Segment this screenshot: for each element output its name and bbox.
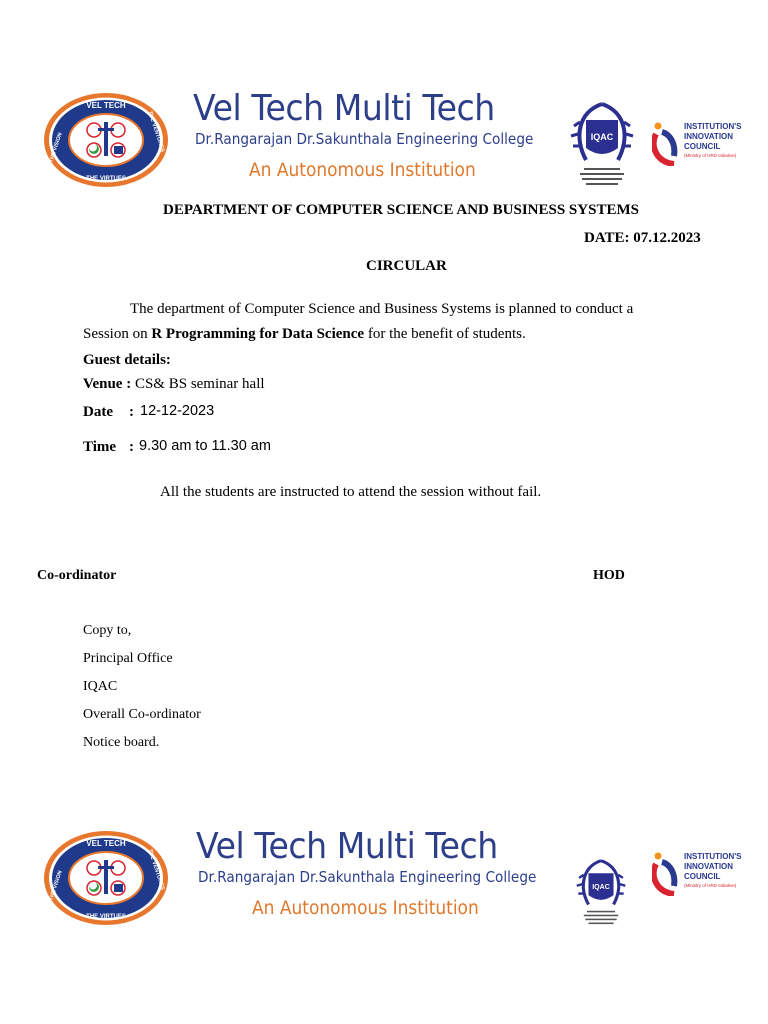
iic-mark-icon <box>652 122 682 166</box>
seal-left-text: THE VISION <box>48 131 64 164</box>
iqac-logo <box>568 856 634 928</box>
seal-top-text: VEL TECH <box>86 101 126 110</box>
coordinator-signature: Co-ordinator <box>37 568 117 583</box>
iic-logo <box>652 122 742 171</box>
instruction-text: All the students are instructed to attend the session without fail. <box>160 484 542 500</box>
time-colon: : <box>129 439 134 455</box>
circular-date: DATE: 07.12.2023 <box>584 230 701 246</box>
seal-bottom-text: THE VIRTUES <box>86 914 126 920</box>
guest-details-label: Guest details: <box>83 352 171 368</box>
seal-right-text: THE VENTURES <box>146 110 166 153</box>
copy-to-line: IQAC <box>83 679 118 694</box>
iqac-text: IQAC <box>590 132 614 142</box>
copy-to-line: Copy to, <box>83 623 132 638</box>
iic-title: INSTITUTION'S INNOVATION COUNCIL <box>684 122 742 151</box>
date-value: 12-12-2023 <box>140 403 215 419</box>
iqac-logo <box>566 98 638 190</box>
hod-signature: HOD <box>593 568 625 583</box>
venue-row <box>83 376 265 393</box>
date-colon: : <box>129 404 134 420</box>
iic-subtitle: (Ministry of HRD Initiative) <box>684 153 737 158</box>
seal-right-text: THE VENTURES <box>146 848 166 891</box>
date-label: Date <box>83 404 113 420</box>
paragraph-line-2: Session on R Programming for Data Science for the benefit of students. <box>83 326 526 342</box>
venue-value: CS& BS seminar hall <box>131 376 265 392</box>
venue-label: Venue : <box>83 376 132 392</box>
letterhead-bottom <box>0 826 768 940</box>
department-heading: DEPARTMENT OF COMPUTER SCIENCE AND BUSINESS SYSTEMS <box>163 202 639 218</box>
iic-title: INSTITUTION'S INNOVATION COUNCIL <box>684 852 742 881</box>
copy-to-line: Overall Co-ordinator <box>83 707 201 722</box>
circular-heading: CIRCULAR <box>366 258 447 274</box>
seal-top-text: VEL TECH <box>86 839 126 848</box>
college-subtitle: Dr.Rangarajan Dr.Sakunthala Engineering College <box>195 130 534 148</box>
session-title: R Programming for Data Science <box>151 326 365 342</box>
college-tagline: An Autonomous Institution <box>252 898 479 919</box>
college-seal-logo <box>42 830 170 926</box>
seal-left-text: THE VISION <box>48 869 64 902</box>
college-name: Vel Tech Multi Tech <box>193 88 495 129</box>
letterhead-top <box>0 88 768 202</box>
copy-to-line: Notice board. <box>83 735 160 750</box>
seal-bottom-text: THE VIRTUES <box>86 176 126 182</box>
college-subtitle: Dr.Rangarajan Dr.Sakunthala Engineering College <box>198 868 537 886</box>
iqac-text: IQAC <box>592 883 610 891</box>
copy-to-line: Principal Office <box>83 651 173 666</box>
college-tagline: An Autonomous Institution <box>249 160 476 181</box>
iic-mark-icon <box>652 852 682 896</box>
paragraph-line-1: The department of Computer Science and Business Systems is planned to conduct a <box>130 301 634 317</box>
time-value: 9.30 am to 11.30 am <box>139 438 271 454</box>
college-name: Vel Tech Multi Tech <box>196 826 498 867</box>
iic-logo <box>652 852 742 901</box>
iic-subtitle: (Ministry of HRD Initiative) <box>684 883 737 888</box>
time-label: Time <box>83 439 117 455</box>
college-seal-logo <box>42 92 170 188</box>
